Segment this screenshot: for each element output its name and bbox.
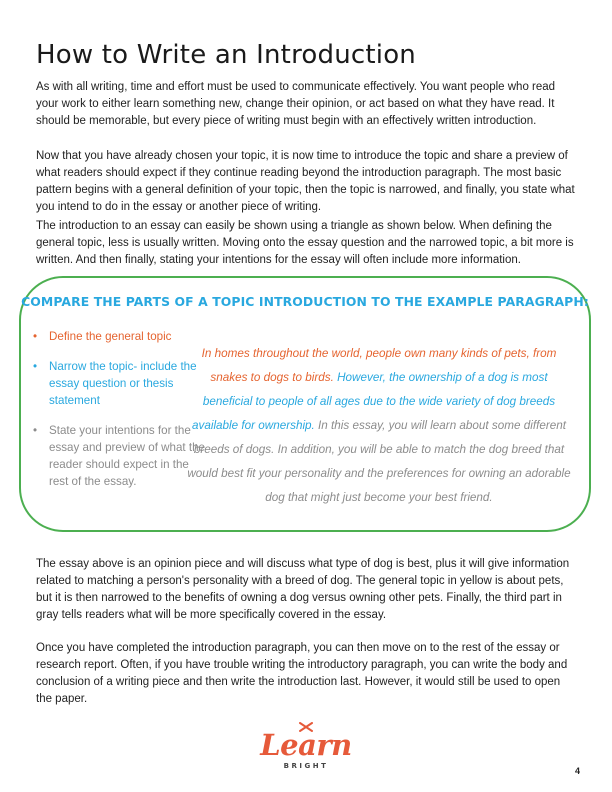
explanation-paragraph-2: Once you have completed the introduction paragraph, you can then move on to the rest of the essay or research report. Often, if you have trouble writing the introductory paragraph, you can write the body and conclusion of a writing piece and then write the introduction last. However, it would still be used to open the paper.: [36, 642, 568, 705]
page-title: How to Write an Introduction: [36, 40, 416, 70]
list-item-general-topic: [33, 328, 205, 345]
intro-paragraph-1: As with all writing, time and effort must be used to communicate effectively. You want people who read your work to either learn something new, change their opinion, or act based on what they have read. It should be memorable, but every piece of writing must begin with an effectively written introduction.: [36, 81, 556, 127]
example-general-topic: In homes throughout the world, people own many kinds of pets, from snakes to dogs to birds.: [201, 347, 557, 384]
compare-box: [19, 276, 591, 532]
bullet-icon: •: [33, 330, 38, 343]
logo-word: Learn: [260, 728, 352, 762]
parts-list: [33, 328, 205, 503]
part-label: State your intentions for the essay and preview of what the reader should expect in the rest of the essay.: [49, 424, 205, 488]
logo-subtitle: BRIGHT: [283, 762, 329, 770]
bullet-icon: •: [33, 424, 38, 437]
list-item-state-intentions: [33, 422, 205, 490]
example-paragraph: [187, 342, 571, 510]
compare-heading: COMPARE THE PARTS OF A TOPIC INTRODUCTION TO THE EXAMPLE PARAGRAPH:: [21, 294, 589, 309]
intro-paragraph-2: Now that you have already chosen your topic, it is now time to introduce the topic and share a preview of what readers should expect if they continue reading beyond the introduction paragraph. The most basic pattern begins with a general definition of your topic, then the topic is narrowed, and finally, you state what you intend to do in the essay or another piece of writing.: [36, 150, 575, 213]
bullet-icon: •: [33, 360, 38, 373]
list-item-narrow-topic: [33, 358, 205, 409]
part-label: Narrow the topic- include the essay question or thesis statement: [49, 360, 197, 407]
example-narrowed-topic: However, the ownership of a dog is most beneficial to people of all ages due to the wide variety of dog breeds available for ownership.: [192, 371, 556, 432]
example-intentions: In this essay, you will learn about some different breeds of dogs. In addition, you will be able to match the dog breed that would best fit your personality and the preferences for owning an adorable dog that might just become your best friend.: [187, 419, 571, 504]
part-label: Define the general topic: [49, 330, 172, 343]
explanation-paragraph-1: The essay above is an opinion piece and will discuss what type of dog is best, plus it will give information related to matching a person's personality with a breed of dog. The general topic in yellow is about pets, but it is then narrowed to the benefits of owning a dog versus owning other pets. Finally, the third part in gray tells readers what will be more specifically covered in the essay.: [36, 558, 570, 621]
intro-paragraph-3: The introduction to an essay can easily be shown using a triangle as shown below. When defining the general topic, less is usually written. Moving onto the essay question and the narrowed topic, a bit more is written. And then finally, stating your intentions for the essay will often include more information.: [36, 220, 574, 266]
learn-bright-logo: [254, 724, 358, 774]
page-number: 4: [575, 766, 581, 776]
